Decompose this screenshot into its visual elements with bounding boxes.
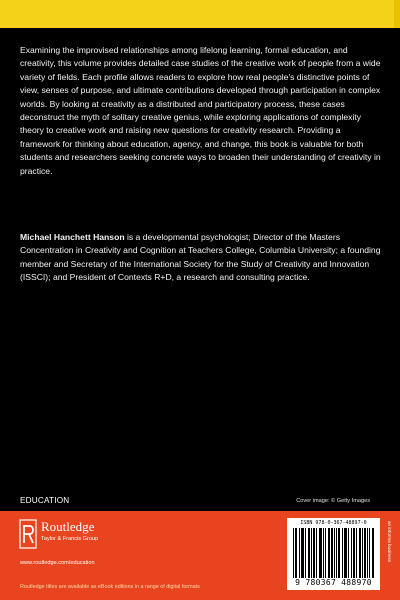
barcode-bar	[372, 528, 373, 578]
barcode-bar	[342, 528, 343, 578]
barcode-bar	[313, 528, 314, 578]
barcode-bar	[369, 528, 370, 578]
barcode-bar	[303, 528, 304, 578]
barcode-bar	[305, 528, 306, 578]
barcode-bar	[365, 528, 366, 578]
barcode-bar	[336, 528, 337, 578]
ebook-note: Routledge titles are available as eBook editions in a range of digital formats	[20, 584, 200, 590]
barcode-bar	[334, 528, 335, 578]
barcode-bar	[359, 528, 360, 578]
barcode-bar	[320, 528, 321, 578]
barcode-bar	[319, 528, 320, 578]
barcode-bar	[308, 528, 309, 578]
barcode-bar	[296, 528, 297, 578]
barcode-bar	[351, 528, 352, 578]
subject-category: EDUCATION	[20, 496, 70, 505]
publisher-group: Taylor & Francis Group	[41, 536, 99, 542]
barcode-bar	[354, 528, 355, 578]
barcode-bar	[332, 528, 333, 578]
barcode-bar	[301, 528, 302, 578]
isbn-barcode	[287, 518, 380, 590]
barcode-bar	[325, 528, 326, 578]
barcode-bar	[295, 528, 296, 578]
author-bio-text: is a developmental psychologist; Director of the Masters Concentration in Creativity and Cognition at Teachers College, Columbia University; a founding member and Secretary of the International Society for the Study of Creativity and Innovation (ISSCI); and President of Contexts R+D, a research and consulting practice.	[20, 232, 381, 283]
barcode-bar	[348, 528, 349, 578]
informa-tag: an informa business	[387, 521, 392, 563]
barcode-bar	[316, 528, 317, 578]
barcode-bar	[311, 528, 312, 578]
barcode-bar	[373, 528, 374, 578]
publisher-footer	[0, 511, 400, 600]
cover-image-credit: Cover image: © Getty Images	[296, 498, 370, 504]
barcode-bar	[329, 528, 330, 578]
barcode-number: 9 780367 488970	[295, 578, 372, 587]
barcode-bar	[344, 528, 345, 578]
band-edge	[394, 0, 400, 28]
barcode-bar	[360, 528, 361, 578]
barcode-bar	[328, 528, 329, 578]
barcode-bar	[356, 528, 357, 578]
barcode-bar	[299, 528, 300, 578]
barcode-bar	[339, 528, 340, 578]
barcode-bar	[323, 528, 324, 578]
publisher-url: www.routledge.com/education	[20, 560, 95, 566]
author-name: Michael Hanchett Hanson	[20, 232, 125, 242]
barcode-bar	[345, 528, 346, 578]
barcode-bar	[338, 528, 339, 578]
barcode-bar	[346, 528, 347, 578]
routledge-logo-icon	[19, 519, 37, 549]
barcode-bar	[367, 528, 368, 578]
barcode-bar	[362, 528, 363, 578]
publisher-name: Routledge	[41, 519, 95, 534]
barcode-bar	[314, 528, 315, 578]
barcode-bar	[293, 528, 294, 578]
top-color-band	[0, 0, 400, 28]
barcode-bar	[302, 528, 303, 578]
barcode-bar	[309, 528, 310, 578]
author-bio	[20, 231, 382, 285]
barcode-bars	[293, 528, 374, 578]
book-description: Examining the improvised relationships among lifelong learning, formal education, and creativity, this volume provides detailed case studies of the creative work of people from a wide variety of fields. Each profile allows readers to explore how real people's distinctive points of view, senses of purpose, and ultimate contributions developed through participation in complex worlds. By looking at creativity as a distributed and participatory process, these cases deconstruct the myth of solitary creative genius, while exploring applications of complexity theory to creative work and raising new questions for creativity research. Providing a framework for thinking about education, agency, and change, this book is valuable for both students and researchers seeking concrete ways to broaden their understanding of creativity in practice.	[20, 45, 381, 176]
isbn-label: ISBN 978-0-367-48897-0	[300, 520, 367, 526]
barcode-bar	[353, 528, 354, 578]
barcode-bar	[331, 528, 332, 578]
barcode-bar	[321, 528, 322, 578]
barcode-bar	[364, 528, 365, 578]
